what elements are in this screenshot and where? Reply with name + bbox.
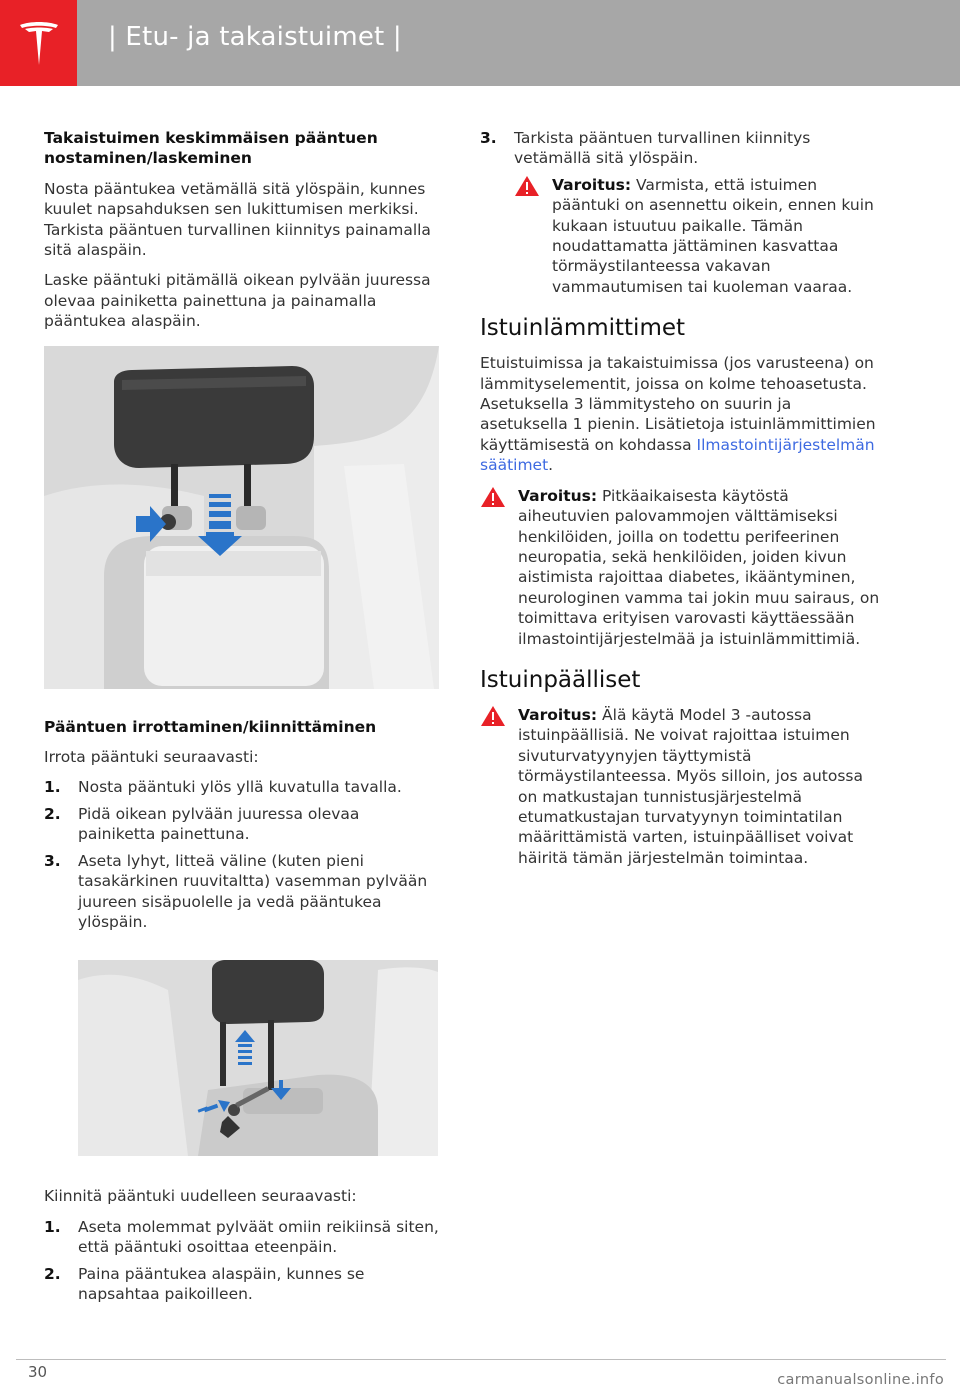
remove-steps-list bbox=[44, 777, 439, 932]
list-item: 2. Paina pääntukea alaspäin, kunnes se napsahtaa paikoilleen. bbox=[44, 1264, 365, 1303]
paragraph-lower: Laske pääntuki pitämällä oikean pylvään juuressa olevaa painiketta painettuna ja painamalla pääntukea alaspäin. bbox=[44, 271, 431, 331]
list-item: 3. Aseta lyhyt, litteä väline (kuten pieni tasakärkinen ruuvitaltta) vasemman pylvään juureen sisäpuolelle ja vedä pääntukea ylöspäin. bbox=[44, 851, 428, 931]
heading-seat-covers: Istuinpäälliset bbox=[480, 666, 641, 693]
page-number: 30 bbox=[28, 1363, 48, 1381]
warning-burns: Varoitus: Pitkäaikaisesta käytöstä aiheutuvien palovammojen välttämiseksi henkilöiden, joilla on todettu perifeerinen neuropatia, sekä henkilöiden, joiden kivun aistimista rajoittaa diabetes, ikääntyminen, neurologinen vamma tai jokin muu sairaus, on toimittava erityisen varovasti käyttäessään ilmastointijärjestelmää ja istuinlämmittimiä. bbox=[480, 486, 880, 649]
warning-triangle-icon bbox=[480, 486, 506, 508]
warning-seat-covers: Varoitus: Älä käytä Model 3 -autossa istuinpäällisiä. Ne voivat rajoittaa istuimen sivuturvatyynyjen täyttymistä törmäystilanteessa. Myös silloin, jos autossa on matkustajan tunnistusjärjestelmä etumatkustajan turvatyynyn toimintatilan määrittämistä varten, istuinpäälliset voivat häiritä tämän järjestelmän toimintaa. bbox=[480, 705, 880, 868]
headrest-raise-illustration bbox=[44, 346, 439, 689]
warning-triangle-icon bbox=[480, 705, 506, 727]
page-header bbox=[0, 0, 960, 86]
paragraph-remove-intro: Irrota pääntuki seuraavasti: bbox=[44, 748, 259, 767]
climate-controls-link[interactable]: Ilmastointijärjestelmän säätimet bbox=[480, 435, 875, 475]
paragraph-seat-heaters: Etuistuimissa ja takaistuimissa (jos varusteena) on lämmityselementit, joissa on kolme tehoasetusta. Asetuksella 3 lämmitysteho on suurin ja asetuksella 1 pienin. Lisätietoja istuinlämmittimien käyttämisestä on kohdassa Ilmastointijärjestelmän säätimet. bbox=[480, 354, 876, 475]
section-title-remove-attach: Pääntuen irrottaminen/kiinnittäminen bbox=[44, 717, 377, 736]
paragraph-attach-intro: Kiinnitä pääntuki uudelleen seuraavasti: bbox=[44, 1187, 357, 1206]
heading-seat-heaters: Istuinlämmittimet bbox=[480, 315, 686, 342]
warning-headrest: Varoitus: Varmista, että istuimen pääntuki on asennettu oikein, ennen kuin kukaan istuutuu paikalle. Tämän noudattamatta jättäminen kasvattaa törmäystilanteessa vakavan vammautumisen tai kuoleman vaaraa. bbox=[514, 175, 880, 297]
footer-divider bbox=[16, 1359, 946, 1360]
section-title-raise-lower: Takaistuimen keskimmäisen pääntuen nostaminen/laskeminen bbox=[44, 129, 378, 168]
tesla-logo-icon bbox=[18, 19, 60, 67]
list-item: 3. Tarkista pääntuen turvallinen kiinnitys vetämällä sitä ylöspäin. bbox=[480, 129, 811, 168]
warning-triangle-icon bbox=[514, 175, 540, 197]
left-column bbox=[44, 128, 439, 1310]
headrest-remove-illustration bbox=[78, 960, 438, 1156]
watermark: carmanualsonline.info bbox=[777, 1372, 944, 1388]
right-column bbox=[480, 128, 880, 878]
list-item: 2. Pidä oikean pylvään juuressa olevaa painiketta painettuna. bbox=[44, 804, 360, 844]
paragraph-raise: Nosta pääntukea vetämällä sitä ylöspäin, kunnes kuulet napsahduksen sen lukittumisen merkiksi. Tarkista pääntuen turvallinen kiinnitys painamalla sitä alaspäin. bbox=[44, 179, 431, 260]
attach-steps-list bbox=[44, 1217, 439, 1305]
list-item: 1. Aseta molemmat pylväät omiin reikiinsä siten, että pääntuki osoittaa eteenpäin. bbox=[44, 1217, 439, 1257]
tesla-logo bbox=[0, 0, 77, 86]
list-item: 1. Nosta pääntuki ylös yllä kuvatulla tavalla. bbox=[44, 778, 402, 797]
page-title: | Etu- ja takaistuimet | bbox=[108, 22, 402, 52]
